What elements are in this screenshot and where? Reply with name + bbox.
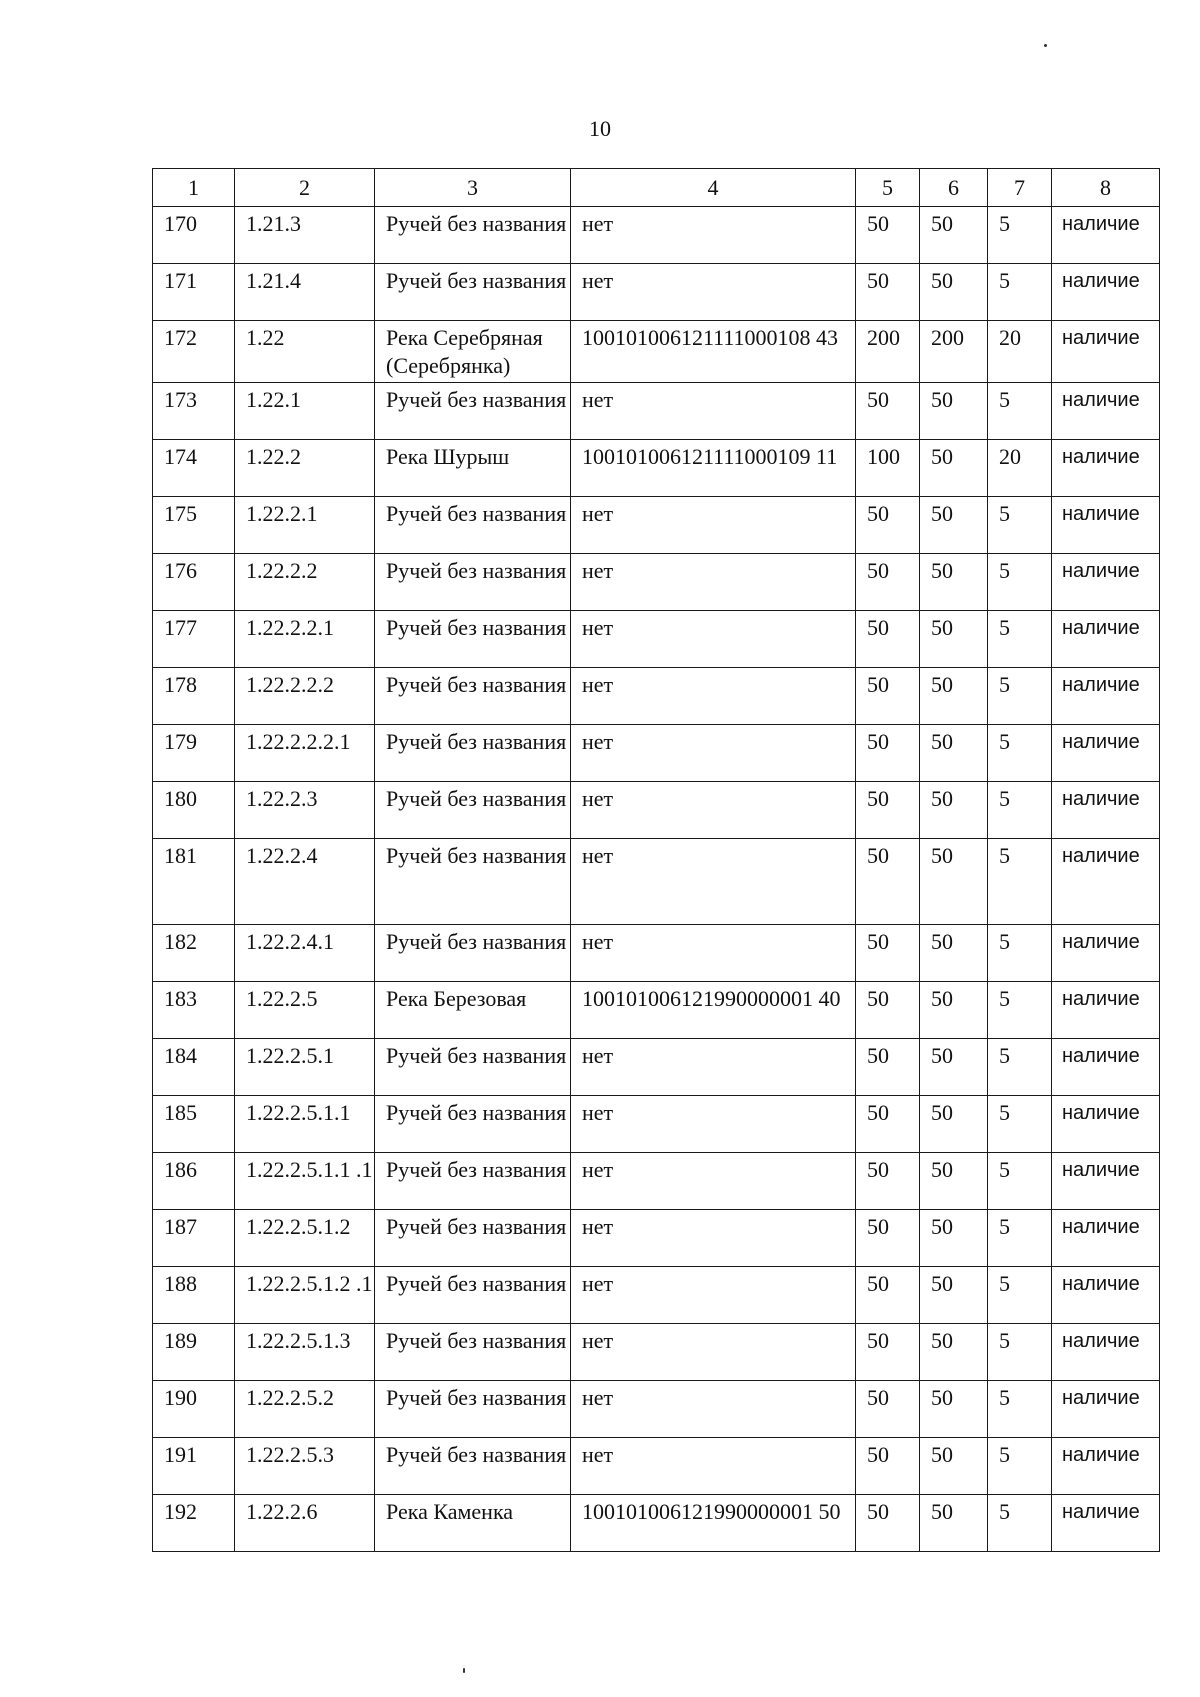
cell-code: 1.22.2.5.1.1 xyxy=(235,1096,375,1153)
cell-water-body-name: Ручей без названия xyxy=(375,782,571,839)
cell-value-6: 50 xyxy=(920,1096,988,1153)
cell-code: 1.22.2.5.1.1 .1 xyxy=(235,1153,375,1210)
cell-code: 1.22.2.2.2.1 xyxy=(235,725,375,782)
cell-value-7: 5 xyxy=(988,1324,1052,1381)
cell-registry-code: нет xyxy=(571,207,856,264)
table-row xyxy=(153,668,1160,725)
cell-row-number: 183 xyxy=(153,982,235,1039)
cell-presence: наличие xyxy=(1052,725,1160,782)
cell-presence: наличие xyxy=(1052,1495,1160,1552)
cell-water-body-name: Ручей без названия xyxy=(375,1324,571,1381)
cell-value-7: 5 xyxy=(988,264,1052,321)
cell-presence: наличие xyxy=(1052,1039,1160,1096)
table-row xyxy=(153,440,1160,497)
scan-speck xyxy=(463,1668,465,1673)
cell-water-body-name: Река Шурыш xyxy=(375,440,571,497)
cell-presence: наличие xyxy=(1052,668,1160,725)
table-row xyxy=(153,925,1160,982)
cell-registry-code: нет xyxy=(571,1438,856,1495)
cell-row-number: 190 xyxy=(153,1381,235,1438)
cell-row-number: 177 xyxy=(153,611,235,668)
cell-row-number: 175 xyxy=(153,497,235,554)
cell-presence: наличие xyxy=(1052,383,1160,440)
cell-row-number: 188 xyxy=(153,1267,235,1324)
cell-registry-code: нет xyxy=(571,497,856,554)
cell-value-6: 50 xyxy=(920,497,988,554)
table-row xyxy=(153,1324,1160,1381)
cell-row-number: 184 xyxy=(153,1039,235,1096)
cell-code: 1.22 xyxy=(235,321,375,383)
cell-presence: наличие xyxy=(1052,925,1160,982)
table-row xyxy=(153,1096,1160,1153)
cell-water-body-name: Ручей без названия xyxy=(375,554,571,611)
cell-water-body-name: Река Березовая xyxy=(375,982,571,1039)
column-header-7: 7 xyxy=(988,169,1052,207)
cell-water-body-name: Ручей без названия xyxy=(375,207,571,264)
cell-value-7: 5 xyxy=(988,1096,1052,1153)
cell-water-body-name: Река Каменка xyxy=(375,1495,571,1552)
cell-value-5: 50 xyxy=(856,1267,920,1324)
cell-row-number: 174 xyxy=(153,440,235,497)
cell-value-6: 50 xyxy=(920,383,988,440)
cell-value-5: 50 xyxy=(856,782,920,839)
cell-value-7: 5 xyxy=(988,207,1052,264)
table-row xyxy=(153,1210,1160,1267)
cell-value-7: 5 xyxy=(988,925,1052,982)
cell-value-6: 50 xyxy=(920,1438,988,1495)
cell-code: 1.22.2.5.1.2 xyxy=(235,1210,375,1267)
cell-presence: наличие xyxy=(1052,321,1160,383)
cell-registry-code: 100101006121111000109 11 xyxy=(571,440,856,497)
cell-registry-code: нет xyxy=(571,611,856,668)
cell-value-5: 50 xyxy=(856,1096,920,1153)
cell-presence: наличие xyxy=(1052,1267,1160,1324)
cell-water-body-name: Ручей без названия xyxy=(375,497,571,554)
cell-code: 1.22.2.5.1.3 xyxy=(235,1324,375,1381)
cell-value-7: 5 xyxy=(988,1039,1052,1096)
cell-value-6: 50 xyxy=(920,839,988,925)
cell-value-5: 50 xyxy=(856,1153,920,1210)
cell-value-5: 50 xyxy=(856,725,920,782)
cell-value-7: 20 xyxy=(988,440,1052,497)
cell-water-body-name: Ручей без названия xyxy=(375,1096,571,1153)
cell-code: 1.22.2.1 xyxy=(235,497,375,554)
cell-registry-code: нет xyxy=(571,383,856,440)
cell-registry-code: нет xyxy=(571,1267,856,1324)
table-row xyxy=(153,1153,1160,1210)
column-header-2: 2 xyxy=(235,169,375,207)
cell-value-5: 50 xyxy=(856,264,920,321)
cell-registry-code: нет xyxy=(571,1153,856,1210)
cell-water-body-name: Ручей без названия xyxy=(375,839,571,925)
cell-value-7: 5 xyxy=(988,554,1052,611)
cell-row-number: 185 xyxy=(153,1096,235,1153)
cell-row-number: 173 xyxy=(153,383,235,440)
cell-registry-code: нет xyxy=(571,725,856,782)
cell-value-5: 50 xyxy=(856,383,920,440)
column-header-5: 5 xyxy=(856,169,920,207)
cell-code: 1.22.2.5.3 xyxy=(235,1438,375,1495)
cell-presence: наличие xyxy=(1052,611,1160,668)
cell-value-7: 5 xyxy=(988,782,1052,839)
cell-code: 1.22.2 xyxy=(235,440,375,497)
cell-presence: наличие xyxy=(1052,207,1160,264)
table-row xyxy=(153,611,1160,668)
table-row xyxy=(153,1381,1160,1438)
cell-value-6: 50 xyxy=(920,1210,988,1267)
cell-water-body-name: Ручей без названия xyxy=(375,1210,571,1267)
cell-value-6: 50 xyxy=(920,440,988,497)
cell-value-6: 50 xyxy=(920,1324,988,1381)
cell-value-5: 50 xyxy=(856,1495,920,1552)
cell-code: 1.22.2.3 xyxy=(235,782,375,839)
cell-row-number: 191 xyxy=(153,1438,235,1495)
cell-value-5: 50 xyxy=(856,925,920,982)
cell-registry-code: нет xyxy=(571,554,856,611)
cell-water-body-name: Ручей без названия xyxy=(375,668,571,725)
cell-value-5: 50 xyxy=(856,554,920,611)
cell-value-6: 50 xyxy=(920,1153,988,1210)
cell-value-7: 5 xyxy=(988,1153,1052,1210)
scan-speck xyxy=(1044,44,1047,47)
cell-code: 1.22.2.5.1 xyxy=(235,1039,375,1096)
cell-value-5: 50 xyxy=(856,207,920,264)
cell-value-6: 50 xyxy=(920,207,988,264)
cell-code: 1.22.2.6 xyxy=(235,1495,375,1552)
table-row xyxy=(153,383,1160,440)
column-header-1: 1 xyxy=(153,169,235,207)
column-header-4: 4 xyxy=(571,169,856,207)
cell-row-number: 182 xyxy=(153,925,235,982)
table-row xyxy=(153,1267,1160,1324)
cell-value-5: 50 xyxy=(856,982,920,1039)
cell-value-7: 20 xyxy=(988,321,1052,383)
cell-presence: наличие xyxy=(1052,1324,1160,1381)
cell-row-number: 171 xyxy=(153,264,235,321)
header-row xyxy=(153,169,1160,207)
cell-value-6: 200 xyxy=(920,321,988,383)
cell-code: 1.22.2.5.2 xyxy=(235,1381,375,1438)
cell-value-5: 50 xyxy=(856,497,920,554)
cell-registry-code: нет xyxy=(571,1039,856,1096)
cell-row-number: 172 xyxy=(153,321,235,383)
cell-presence: наличие xyxy=(1052,982,1160,1039)
cell-water-body-name: Ручей без названия xyxy=(375,383,571,440)
column-header-6: 6 xyxy=(920,169,988,207)
cell-value-6: 50 xyxy=(920,1381,988,1438)
cell-value-6: 50 xyxy=(920,1267,988,1324)
cell-row-number: 181 xyxy=(153,839,235,925)
cell-value-7: 5 xyxy=(988,668,1052,725)
cell-value-5: 50 xyxy=(856,1039,920,1096)
cell-value-5: 50 xyxy=(856,1324,920,1381)
cell-value-7: 5 xyxy=(988,982,1052,1039)
cell-row-number: 170 xyxy=(153,207,235,264)
cell-presence: наличие xyxy=(1052,1096,1160,1153)
cell-water-body-name: Ручей без названия xyxy=(375,925,571,982)
cell-value-7: 5 xyxy=(988,1267,1052,1324)
cell-value-5: 50 xyxy=(856,611,920,668)
cell-value-6: 50 xyxy=(920,725,988,782)
cell-row-number: 179 xyxy=(153,725,235,782)
cell-code: 1.21.4 xyxy=(235,264,375,321)
cell-water-body-name: Ручей без названия xyxy=(375,1267,571,1324)
cell-row-number: 178 xyxy=(153,668,235,725)
cell-value-6: 50 xyxy=(920,668,988,725)
cell-registry-code: 100101006121990000001 50 xyxy=(571,1495,856,1552)
cell-code: 1.21.3 xyxy=(235,207,375,264)
cell-value-5: 50 xyxy=(856,668,920,725)
column-header-3: 3 xyxy=(375,169,571,207)
cell-value-7: 5 xyxy=(988,1495,1052,1552)
cell-value-7: 5 xyxy=(988,1438,1052,1495)
cell-presence: наличие xyxy=(1052,1438,1160,1495)
cell-value-5: 50 xyxy=(856,1210,920,1267)
cell-row-number: 180 xyxy=(153,782,235,839)
cell-water-body-name: Ручей без названия xyxy=(375,1039,571,1096)
cell-value-7: 5 xyxy=(988,839,1052,925)
cell-code: 1.22.2.2.2 xyxy=(235,668,375,725)
cell-presence: наличие xyxy=(1052,264,1160,321)
cell-code: 1.22.2.4 xyxy=(235,839,375,925)
table-row xyxy=(153,321,1160,383)
cell-presence: наличие xyxy=(1052,497,1160,554)
cell-value-6: 50 xyxy=(920,925,988,982)
cell-presence: наличие xyxy=(1052,440,1160,497)
cell-value-5: 200 xyxy=(856,321,920,383)
cell-code: 1.22.2.5 xyxy=(235,982,375,1039)
cell-code: 1.22.2.2.1 xyxy=(235,611,375,668)
cell-registry-code: нет xyxy=(571,839,856,925)
cell-row-number: 176 xyxy=(153,554,235,611)
cell-presence: наличие xyxy=(1052,839,1160,925)
cell-value-7: 5 xyxy=(988,725,1052,782)
cell-presence: наличие xyxy=(1052,1210,1160,1267)
table-row xyxy=(153,264,1160,321)
cell-code: 1.22.2.5.1.2 .1 xyxy=(235,1267,375,1324)
cell-registry-code: нет xyxy=(571,1210,856,1267)
cell-presence: наличие xyxy=(1052,1153,1160,1210)
cell-code: 1.22.2.2 xyxy=(235,554,375,611)
cell-presence: наличие xyxy=(1052,782,1160,839)
cell-row-number: 189 xyxy=(153,1324,235,1381)
table-row xyxy=(153,782,1160,839)
cell-value-6: 50 xyxy=(920,1039,988,1096)
cell-value-5: 50 xyxy=(856,1438,920,1495)
cell-water-body-name: Река Серебряная (Серебрянка) xyxy=(375,321,571,383)
cell-value-7: 5 xyxy=(988,383,1052,440)
cell-registry-code: нет xyxy=(571,1324,856,1381)
cell-value-6: 50 xyxy=(920,982,988,1039)
cell-code: 1.22.2.4.1 xyxy=(235,925,375,982)
cell-presence: наличие xyxy=(1052,554,1160,611)
cell-row-number: 186 xyxy=(153,1153,235,1210)
cell-value-7: 5 xyxy=(988,1210,1052,1267)
cell-registry-code: нет xyxy=(571,668,856,725)
cell-water-body-name: Ручей без названия xyxy=(375,1153,571,1210)
cell-registry-code: 100101006121990000001 40 xyxy=(571,982,856,1039)
table-row xyxy=(153,839,1160,925)
cell-registry-code: нет xyxy=(571,1096,856,1153)
cell-value-5: 50 xyxy=(856,1381,920,1438)
cell-value-6: 50 xyxy=(920,611,988,668)
water-bodies-table xyxy=(152,168,1160,1552)
cell-water-body-name: Ручей без названия xyxy=(375,611,571,668)
table-row xyxy=(153,497,1160,554)
cell-registry-code: 100101006121111000108 43 xyxy=(571,321,856,383)
table-row xyxy=(153,725,1160,782)
cell-value-6: 50 xyxy=(920,264,988,321)
cell-registry-code: нет xyxy=(571,782,856,839)
cell-row-number: 187 xyxy=(153,1210,235,1267)
cell-row-number: 192 xyxy=(153,1495,235,1552)
cell-value-7: 5 xyxy=(988,1381,1052,1438)
table-row xyxy=(153,982,1160,1039)
cell-value-7: 5 xyxy=(988,611,1052,668)
cell-value-7: 5 xyxy=(988,497,1052,554)
table-row xyxy=(153,207,1160,264)
table-row xyxy=(153,1495,1160,1552)
cell-registry-code: нет xyxy=(571,1381,856,1438)
cell-value-5: 50 xyxy=(856,839,920,925)
cell-presence: наличие xyxy=(1052,1381,1160,1438)
cell-water-body-name: Ручей без названия xyxy=(375,264,571,321)
cell-value-6: 50 xyxy=(920,782,988,839)
table-row xyxy=(153,1438,1160,1495)
page-number: 10 xyxy=(589,116,611,141)
cell-value-5: 100 xyxy=(856,440,920,497)
cell-water-body-name: Ручей без названия xyxy=(375,1438,571,1495)
cell-value-6: 50 xyxy=(920,554,988,611)
table-row xyxy=(153,554,1160,611)
cell-registry-code: нет xyxy=(571,925,856,982)
cell-registry-code: нет xyxy=(571,264,856,321)
cell-water-body-name: Ручей без названия xyxy=(375,725,571,782)
cell-water-body-name: Ручей без названия xyxy=(375,1381,571,1438)
table-row xyxy=(153,1039,1160,1096)
cell-code: 1.22.1 xyxy=(235,383,375,440)
cell-value-6: 50 xyxy=(920,1495,988,1552)
column-header-8: 8 xyxy=(1052,169,1160,207)
